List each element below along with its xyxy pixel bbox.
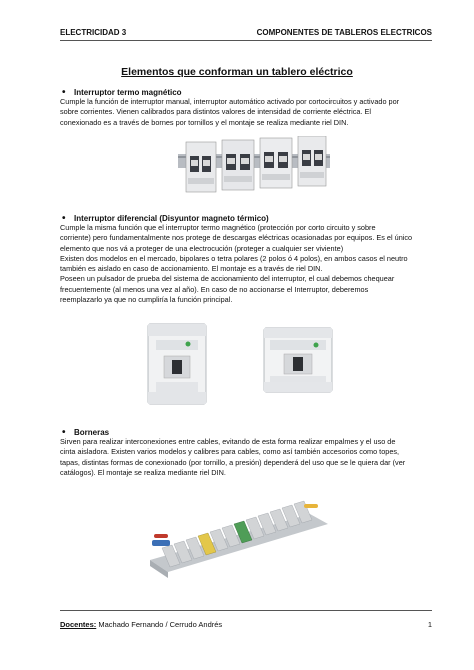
header-rule [60, 40, 432, 41]
section-line: Sirven para realizar interconexiones entre cables, evitando de esta forma realizar empalmes y el uso de [60, 437, 396, 446]
page-header [60, 28, 432, 37]
section-line: Cumple la misma función que el interruptor termo magnético (protección por corto circuito y sobre [60, 223, 376, 232]
footer-label: Docentes: [60, 620, 97, 629]
section-line: corriente) pero fundamentalmente nos protege de descargas eléctricas ocasionadas por equipos. Es el único [60, 233, 413, 243]
section-line: elemento que nos vá a proteger de una electrocución (proteger a cualquier ser viviente) [60, 243, 344, 253]
page-footer [60, 620, 432, 629]
terminal-blocks-image [150, 500, 328, 584]
section-line: Cumple la función de interruptor manual, interruptor automático activado por cortocircuitos y activado por [60, 97, 400, 106]
section-line: conexionado es a través de bornes por tornillos y el montaje se realiza mediante riel DIN. [60, 117, 349, 127]
section-termomagnetico [60, 88, 432, 128]
section-heading: • Borneras [60, 428, 432, 437]
section-line: frecuentemente (al menos una vez al año). En caso de no accionarse el Interruptor, deberemos [60, 284, 369, 294]
section-line: catálogos). El montaje se realiza mediante riel DIN. [60, 467, 226, 477]
section-borneras [60, 428, 432, 478]
section-line: sobre corrientes. Vienen calibrados para distintos valores de intensidad de corriente eléctrica. El [60, 107, 371, 117]
section-line: cinta aisladora. Existen varios modelos y calibres para cables, como así también accesorios como topes, [60, 447, 400, 457]
rcd-bipolar-image [146, 322, 208, 406]
header-topic: COMPONENTES DE TABLEROS ELECTRICOS [256, 28, 432, 37]
page-title: Elementos que conforman un tablero eléctrico [121, 66, 353, 78]
section-line: reemplazarlo ya que no cumpliría la función principal. [60, 295, 233, 305]
section-heading: • Interruptor termo magnético [60, 88, 432, 97]
header-course: ELECTRICIDAD 3 [60, 28, 127, 37]
circuit-breakers-image [178, 136, 330, 196]
section-heading: • Interruptor diferencial (Disyuntor magneto térmico) [60, 214, 432, 223]
footer-rule [60, 610, 432, 611]
footer-credits [60, 620, 222, 629]
page-number: 1 [427, 620, 432, 629]
section-line: también es aislado en caso de accionamiento. El montaje es a través de riel DIN. [60, 264, 323, 274]
rcd-tetrapolar-image [262, 326, 334, 394]
section-line: Poseen un pulsador de prueba del sistema de accionamiento del interruptor, el cual debemos chequear [60, 274, 395, 284]
footer-names: Machado Fernando / Cerrudo Andrés [96, 620, 223, 629]
section-line: tapas, distintas formas de conexionado (por tornillo, a presión) dependerá del uso que se le quiera dar (ver [60, 457, 406, 467]
section-line: Existen dos modelos en el mercado, bipolares o tetra polares (2 polos ó 4 polos), en ambos casos el neutro [60, 253, 408, 263]
section-diferencial [60, 214, 432, 305]
